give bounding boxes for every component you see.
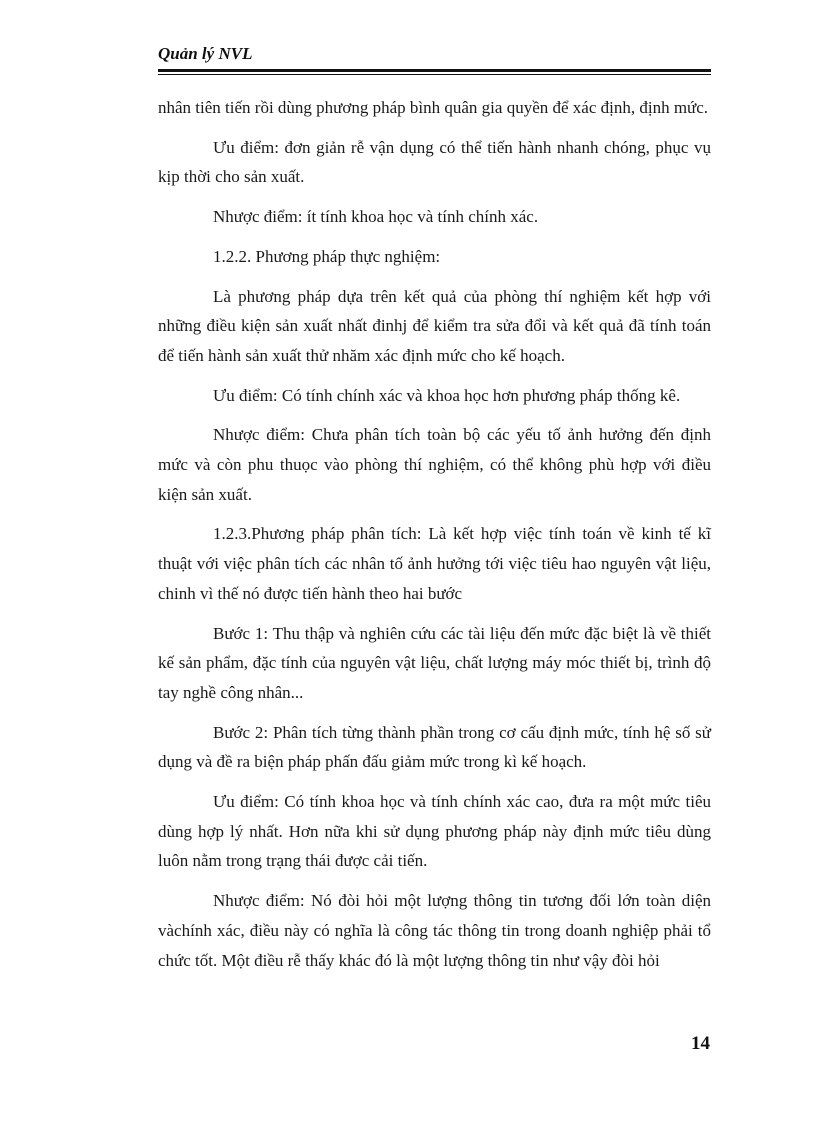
- paragraph-step-2: Bước 2: Phân tích từng thành phần trong cơ cấu định mức, tính hệ số sử dụng và đề ra biện pháp phấn đấu giảm mức trong kì kế hoạch.: [158, 722, 711, 772]
- running-header-title: Quản lý NVL: [158, 44, 253, 63]
- paragraph-step-1: Bước 1: Thu thập và nghiên cứu các tài liệu đến mức đặc biệt là về thiết kế sản phẩm, đặc tính của nguyên vật liệu, chất lượng máy móc thiết bị, trình độ tay nghề công nhân...: [158, 623, 711, 702]
- section-heading-1-2-3: 1.2.3.Phương pháp phân tích: Là kết hợp việc tính toán về kinh tế kĩ thuật với việc phân tích các nhân tố ảnh hưởng tới việc tiêu hao nguyên vật liệu, chinh vì thế nó được tiến hành theo hai bước: [158, 524, 711, 603]
- paragraph-advantage-statistical: Ưu điểm: đơn giản rễ vận dụng có thể tiến hành nhanh chóng, phục vụ kịp thời cho sản xuất.: [158, 137, 711, 187]
- section-heading-1-2-2: 1.2.2. Phương pháp thực nghiệm:: [213, 246, 441, 266]
- paragraph-disadvantage-experimental: Nhược điểm: Chưa phân tích toàn bộ các yếu tố ảnh hưởng đến định mức và còn phu thuọc vào phòng thí nghiệm, có thể không phù hợp với điều kiện sản xuất.: [158, 425, 711, 504]
- header-rule-thin: [158, 74, 711, 75]
- page-number: 14: [691, 1033, 710, 1054]
- paragraph-advantage-analytical: Ưu điểm: Có tính khoa học và tính chính xác cao, đưa ra một mức tiêu dùng hợp lý nhất. Hơn nữa khi sử dụng phương pháp này định mức tiêu dùng luôn nằm trong trạng thái được cải tiến.: [158, 792, 711, 871]
- body-text: [158, 93, 711, 985]
- paragraph-experimental-method: Là phương pháp dựa trên kết quả của phòng thí nghiệm kết hợp với những điều kiện sản xuất nhất đinhj để kiểm tra sửa đổi và kết quả đã tính toán để tiến hành sản xuất thử nhăm xác định mức cho kế hoạch.: [158, 286, 711, 365]
- paragraph-disadvantage-statistical: Nhược điểm: ít tính khoa học và tính chính xác.: [213, 207, 539, 227]
- header-rule-thick: [158, 69, 711, 72]
- paragraph-advantage-experimental: Ưu điểm: Có tính chính xác và khoa học hơn phương pháp thống kê.: [213, 385, 681, 405]
- paragraph-disadvantage-analytical: Nhược điểm: Nó đòi hỏi một lượng thông tin tương đối lớn toàn diện vàchính xác, điều này có nghĩa là công tác thông tin trong doanh nghiệp phải tổ chức tốt. Một điều rễ thấy khác đó là một lượng thông tin như vậy đòi hỏi: [158, 891, 711, 970]
- paragraph-continuation: nhân tiên tiến rồi dùng phương pháp bình quân gia quyền để xác định, định mức.: [158, 98, 709, 117]
